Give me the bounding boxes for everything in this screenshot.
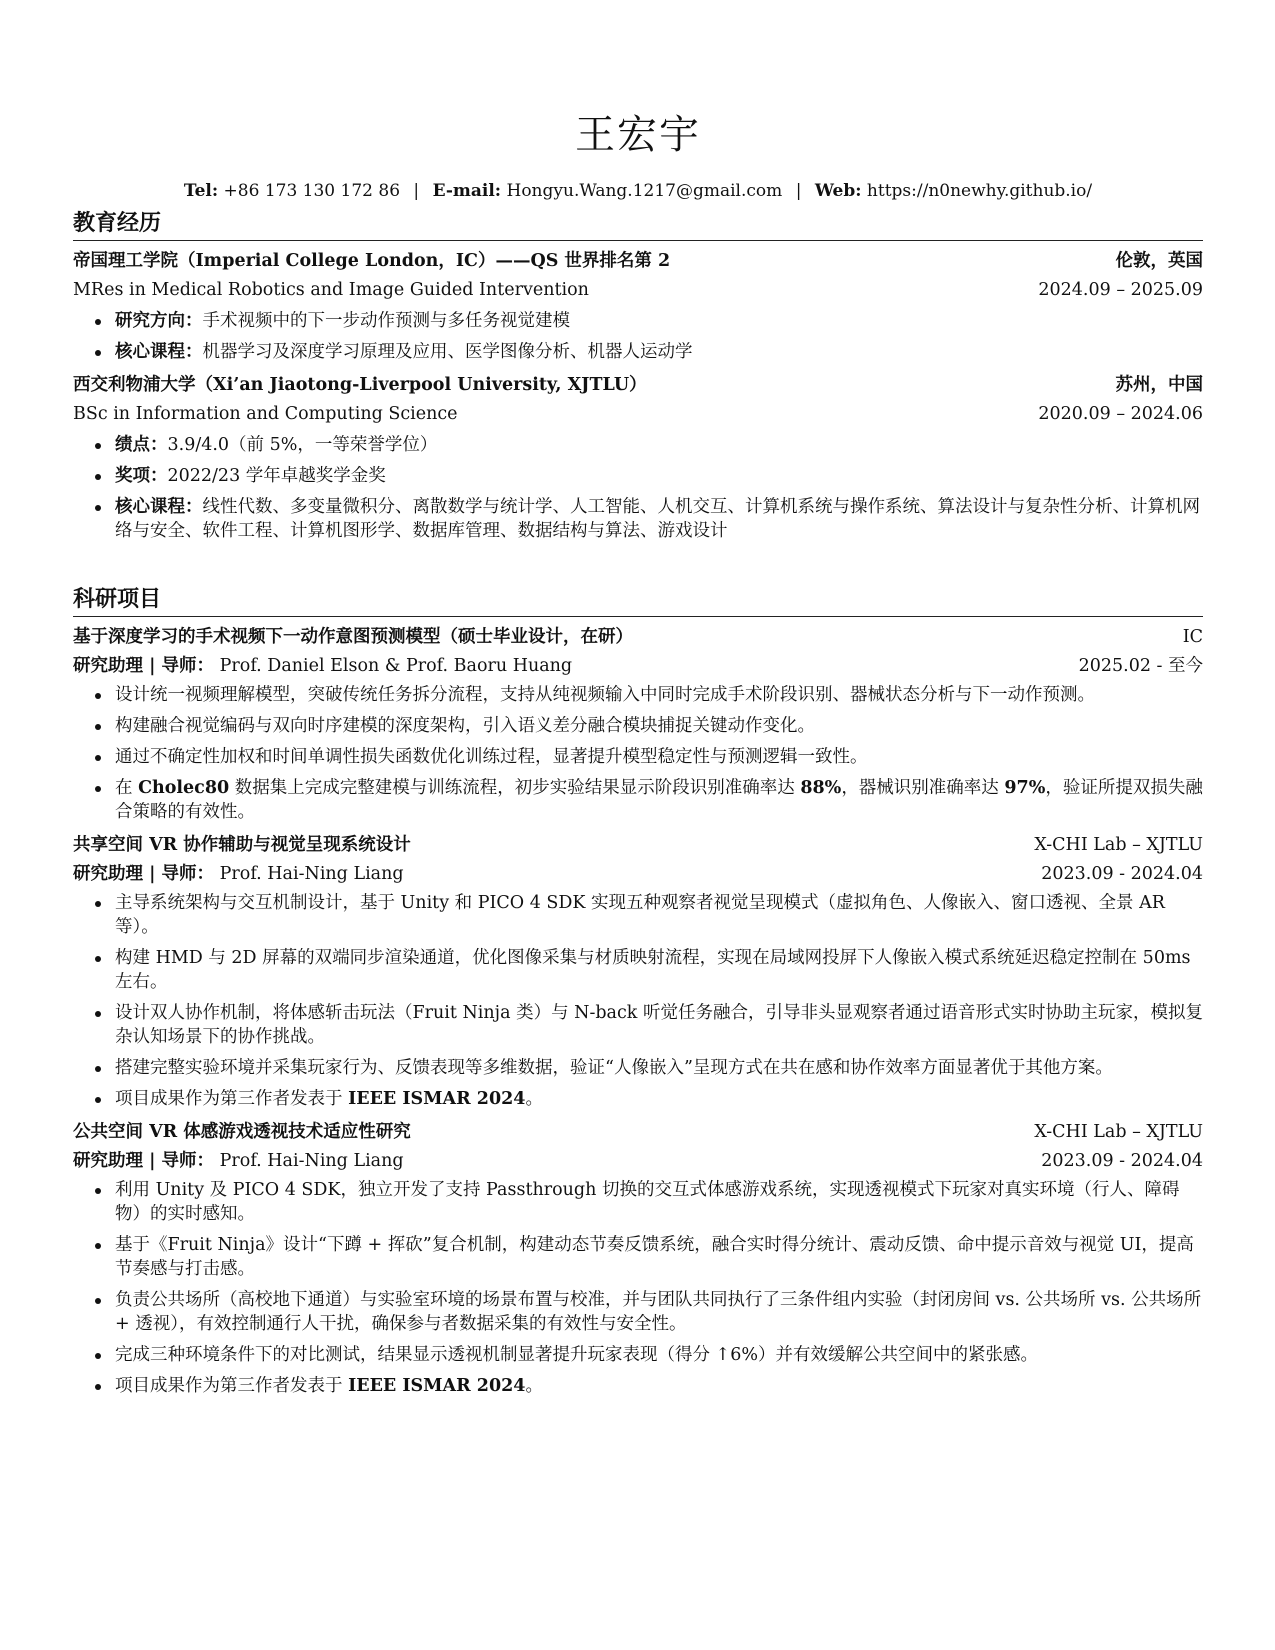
list-item: 项目成果作为第三作者发表于 IEEE ISMAR 2024。 bbox=[73, 1374, 1203, 1398]
list-item: 绩点：3.9/4.0（前 5%，一等荣誉学位） bbox=[73, 433, 1203, 457]
separator: | bbox=[413, 181, 420, 201]
tel-value: +86 173 130 172 86 bbox=[223, 181, 401, 201]
list-item: 主导系统架构与交互机制设计，基于 Unity 和 PICO 4 SDK 实现五种观察者视觉呈现模式（虚拟角色、人像嵌入、窗口透视、全景 AR 等）。 bbox=[73, 891, 1203, 939]
education-entry bbox=[73, 247, 1203, 364]
email-link[interactable]: Hongyu.Wang.1217@gmail.com bbox=[506, 181, 783, 201]
list-item: 项目成果作为第三作者发表于 IEEE ISMAR 2024。 bbox=[73, 1087, 1203, 1111]
project-entry bbox=[73, 831, 1203, 1111]
list-item: 构建融合视觉编码与双向时序建模的深度架构，引入语义差分融合模块捕捉关键动作变化。 bbox=[73, 714, 1203, 738]
list-item: 通过不确定性加权和时间单调性损失函数优化训练过程，显著提升模型稳定性与预测逻辑一致性。 bbox=[73, 745, 1203, 769]
dates: 2020.09 – 2024.06 bbox=[1038, 404, 1203, 424]
resume-name: 王宏宇 bbox=[575, 112, 701, 158]
advisor: Prof. Daniel Elson & Prof. Baoru Huang bbox=[219, 656, 573, 676]
degree: MRes in Medical Robotics and Image Guided Intervention bbox=[73, 280, 589, 300]
project-title: 共享空间 VR 协作辅助与视觉呈现系统设计 bbox=[73, 835, 411, 855]
list-item: 设计双人协作机制，将体感斩击玩法（Fruit Ninja 类）与 N-back 听觉任务融合，引导非头显观察者通过语音形式实时协助主玩家，模拟复杂认知场景下的协作挑战。 bbox=[73, 1001, 1203, 1049]
project-title: 公共空间 VR 体感游戏透视技术适应性研究 bbox=[73, 1122, 411, 1142]
education-section bbox=[73, 208, 1203, 550]
project-org: X-CHI Lab – XJTLU bbox=[1034, 1122, 1203, 1142]
school-location: 苏州，中国 bbox=[1115, 375, 1203, 395]
school-name: 西交利物浦大学（Xi’an Jiaotong-Liverpool University, XJTLU） bbox=[73, 375, 647, 395]
dates: 2023.09 - 2024.04 bbox=[1041, 864, 1203, 884]
list-item: 设计统一视频理解模型，突破传统任务拆分流程，支持从纯视频输入中同时完成手术阶段识别、器械状态分析与下一动作预测。 bbox=[73, 683, 1203, 707]
project-org: IC bbox=[1182, 627, 1203, 647]
list-item: 搭建完整实验环境并采集玩家行为、反馈表现等多维数据，验证“人像嵌入”呈现方式在共在感和协作效率方面显著优于其他方案。 bbox=[73, 1056, 1203, 1080]
project-entry bbox=[73, 623, 1203, 824]
research-section bbox=[73, 584, 1203, 1405]
role: 研究助理 | 导师： bbox=[73, 864, 215, 884]
separator: | bbox=[795, 181, 802, 201]
list-item: 基于《Fruit Ninja》设计“下蹲 + 挥砍”复合机制，构建动态节奏反馈系统，融合实时得分统计、震动反馈、命中提示音效与视觉 UI，提高节奏感与打击感。 bbox=[73, 1233, 1203, 1281]
education-entry bbox=[73, 371, 1203, 543]
role: 研究助理 | 导师： bbox=[73, 1151, 215, 1171]
project-title: 基于深度学习的手术视频下一动作意图预测模型（硕士毕业设计，在研） bbox=[73, 627, 633, 647]
list-item: 研究方向：手术视频中的下一步动作预测与多任务视觉建模 bbox=[73, 309, 1203, 333]
list-item: 构建 HMD 与 2D 屏幕的双端同步渲染通道，优化图像采集与材质映射流程，实现在局域网投屏下人像嵌入模式系统延迟稳定控制在 50ms 左右。 bbox=[73, 946, 1203, 994]
section-title: 教育经历 bbox=[73, 208, 1203, 241]
list-item: 在 Cholec80 数据集上完成完整建模与训练流程，初步实验结果显示阶段识别准确率达 88%，器械识别准确率达 97%，验证所提双损失融合策略的有效性。 bbox=[73, 776, 1203, 824]
advisor: Prof. Hai-Ning Liang bbox=[219, 864, 404, 884]
email-label: E-mail: bbox=[432, 181, 502, 201]
project-org: X-CHI Lab – XJTLU bbox=[1034, 835, 1203, 855]
list-item: 奖项：2022/23 学年卓越奖学金奖 bbox=[73, 464, 1203, 488]
role: 研究助理 | 导师： bbox=[73, 656, 215, 676]
advisor: Prof. Hai-Ning Liang bbox=[219, 1151, 404, 1171]
web-label: Web: bbox=[814, 181, 862, 201]
contact-line bbox=[73, 179, 1203, 203]
list-item: 利用 Unity 及 PICO 4 SDK，独立开发了支持 Passthrough 切换的交互式体感游戏系统，实现透视模式下玩家对真实环境（行人、障碍物）的实时感知。 bbox=[73, 1178, 1203, 1226]
degree: BSc in Information and Computing Science bbox=[73, 404, 458, 424]
dates: 2024.09 – 2025.09 bbox=[1038, 280, 1203, 300]
list-item: 核心课程：线性代数、多变量微积分、离散数学与统计学、人工智能、人机交互、计算机系统与操作系统、算法设计与复杂性分析、计算机网络与安全、软件工程、计算机图形学、数据库管理、数据结构与算法、游戏设计 bbox=[73, 495, 1203, 543]
tel-label: Tel: bbox=[183, 181, 219, 201]
school-name: 帝国理工学院（Imperial College London，IC）——QS 世界排名第 2 bbox=[73, 251, 671, 271]
school-location: 伦敦，英国 bbox=[1115, 251, 1203, 271]
dates: 2025.02 - 至今 bbox=[1078, 656, 1203, 676]
dates: 2023.09 - 2024.04 bbox=[1041, 1151, 1203, 1171]
project-entry bbox=[73, 1118, 1203, 1398]
web-link[interactable]: https://n0newhy.github.io/ bbox=[866, 181, 1093, 201]
list-item: 核心课程：机器学习及深度学习原理及应用、医学图像分析、机器人运动学 bbox=[73, 340, 1203, 364]
list-item: 完成三种环境条件下的对比测试，结果显示透视机制显著提升玩家表现（得分 ↑6%）并有效缓解公共空间中的紧张感。 bbox=[73, 1343, 1203, 1367]
section-title: 科研项目 bbox=[73, 584, 1203, 617]
list-item: 负责公共场所（高校地下通道）与实验室环境的场景布置与校准，并与团队共同执行了三条件组内实验（封闭房间 vs. 公共场所 vs. 公共场所 + 透视），有效控制通行人干扰，确保参与者数据采集的有效性与安全性。 bbox=[73, 1288, 1203, 1336]
